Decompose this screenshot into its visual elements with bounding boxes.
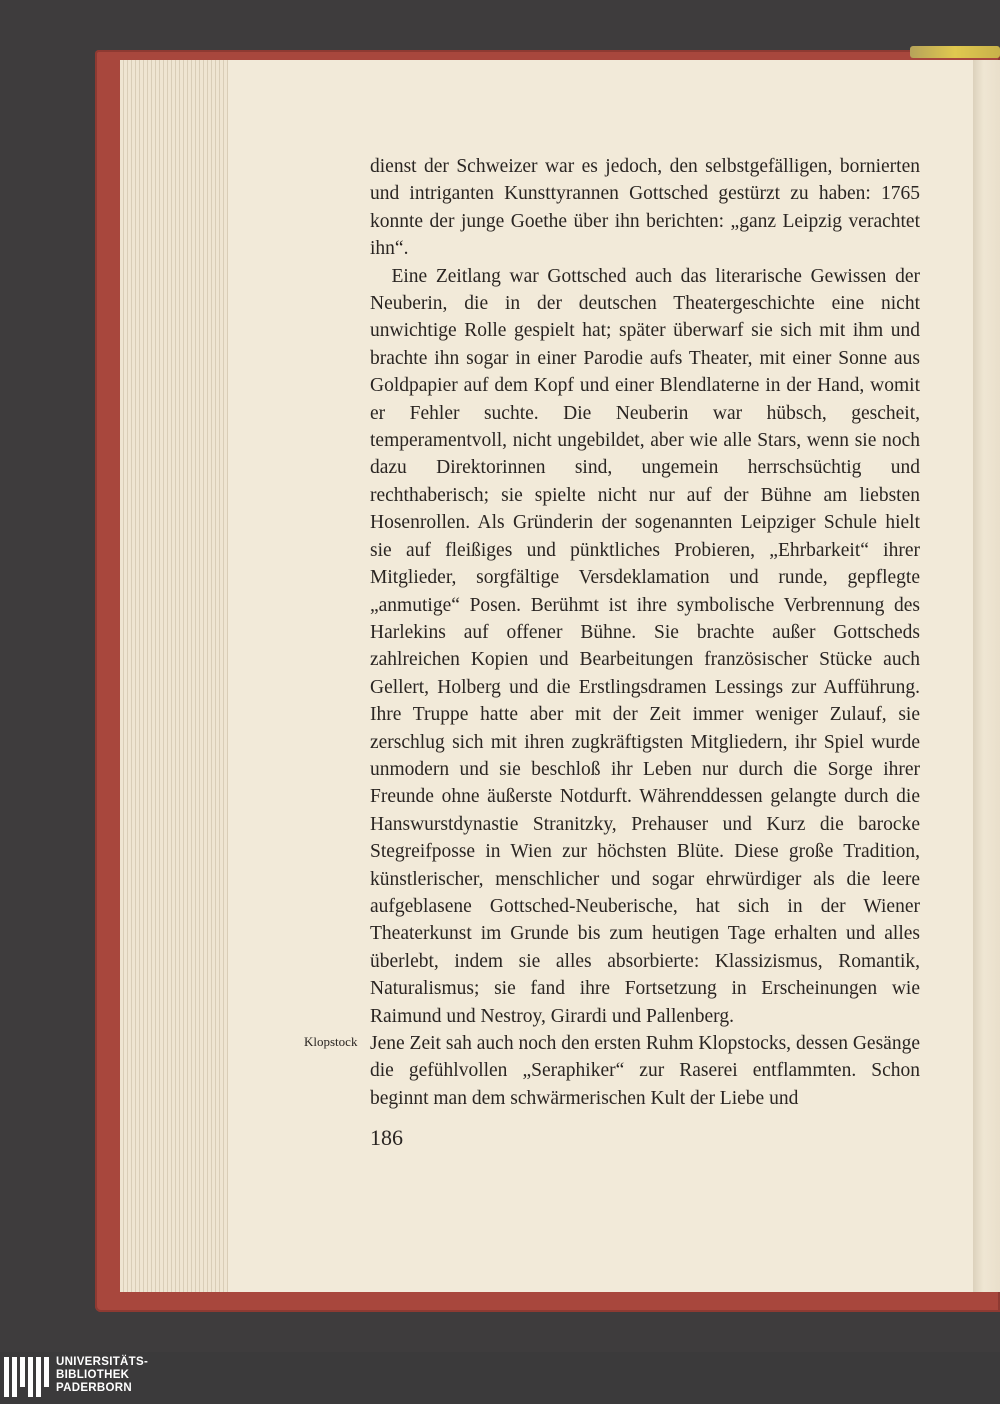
paragraph-3: Jene Zeit sah auch noch den ersten Ruhm Klopstocks, dessen Gesänge die gefühlvollen „Seraphiker“ zur Raserei entflammten. Schon beginnt man dem schwärmerischen Kult der Liebe und — [370, 1033, 920, 1109]
logo-line: PADERBORN — [56, 1382, 132, 1394]
library-logo-text — [56, 1356, 148, 1395]
footer-bar — [0, 1352, 1000, 1404]
body-text — [370, 153, 920, 1112]
page-edges-left — [120, 60, 241, 1292]
page-number: 186 — [370, 1125, 403, 1150]
margin-note: Klopstock — [304, 1034, 358, 1049]
logo-line: UNIVERSITÄTS- — [56, 1356, 149, 1368]
bookmark-ribbon — [910, 46, 1000, 58]
library-logo-icon — [4, 1357, 52, 1397]
paragraph-1: dienst der Schweizer war es jedoch, den selbstgefälligen, bornierten und intriganten Kunsttyrannen Gottsched gestürzt zu haben: 1765 konnte der junge Goethe über ihn berichten: „ganz Leipzig verachtet ihn“. — [370, 156, 920, 260]
paragraph-2: Eine Zeitlang war Gottsched auch das literarische Gewissen der Neuberin, die in der deutschen Theatergeschichte eine nicht unwichtige Rolle gespielt hat; später überwarf sie sich mit ihm und brachte ihn sogar in einer Parodie aufs Theater, mit einer Sonne aus Goldpapier auf dem Kopf und einer Blendlaterne in der Hand, womit er Fehler suchte. Die Neuberin war hübsch, gescheit, temperamentvoll, nicht ungebildet, aber wie alle Stars, wenn sie noch dazu Direktorinnen sind, ungemein herrschsüchtig und rechthaberisch; sie spielte nicht nur auf der Bühne am liebsten Hosenrollen. Als Gründerin der sogenannten Leipziger Schule hielt sie auf fleißiges und pünktliches Probieren, „Ehrbarkeit“ ihrer Mitglieder, sorgfältige Versdeklamation und runde, gepflegte „anmutige“ Posen. Berühmt ist ihre symbolische Verbrennung des Harlekins auf offener Bühne. Sie brachte außer Gottscheds zahlreichen Kopien und Bearbeitungen französischer Stücke auch Gellert, Holberg und die Erstlingsdramen Lessings zur Aufführung. Ihre Truppe hatte aber mit der Zeit immer weniger Zulauf, sie zerschlug sich mit ihren zugkräftigsten Mitgliedern, ihr Spiel wurde unmodern und sie beschloß ihr Leben nur durch die Sorge ihrer Freunde ohne äußerste Notdurft. Währenddessen gelangte durch die Hanswurstdynastie Stranitzky, Prehauser und Kurz die barocke Stegreifposse in Wien zur höchsten Blüte. Diese große Tradition, künstlerischer, menschlicher und sogar ehrwürdiger als die leere aufgeblasene Gottsched-Neuberische, hat sich in der Wiener Theaterkunst im Grunde bis zum heutigen Tage erhalten und alles überlebt, indem sie alles absorbierte: Klassizismus, Romantik, Naturalismus; sie fand ihre Fortsetzung in Erscheinungen wie Raimund und Nestroy, Girardi und Pallenberg. — [370, 265, 920, 1027]
page-edges-right — [973, 60, 1000, 1292]
logo-line: BIBLIOTHEK — [56, 1369, 130, 1381]
